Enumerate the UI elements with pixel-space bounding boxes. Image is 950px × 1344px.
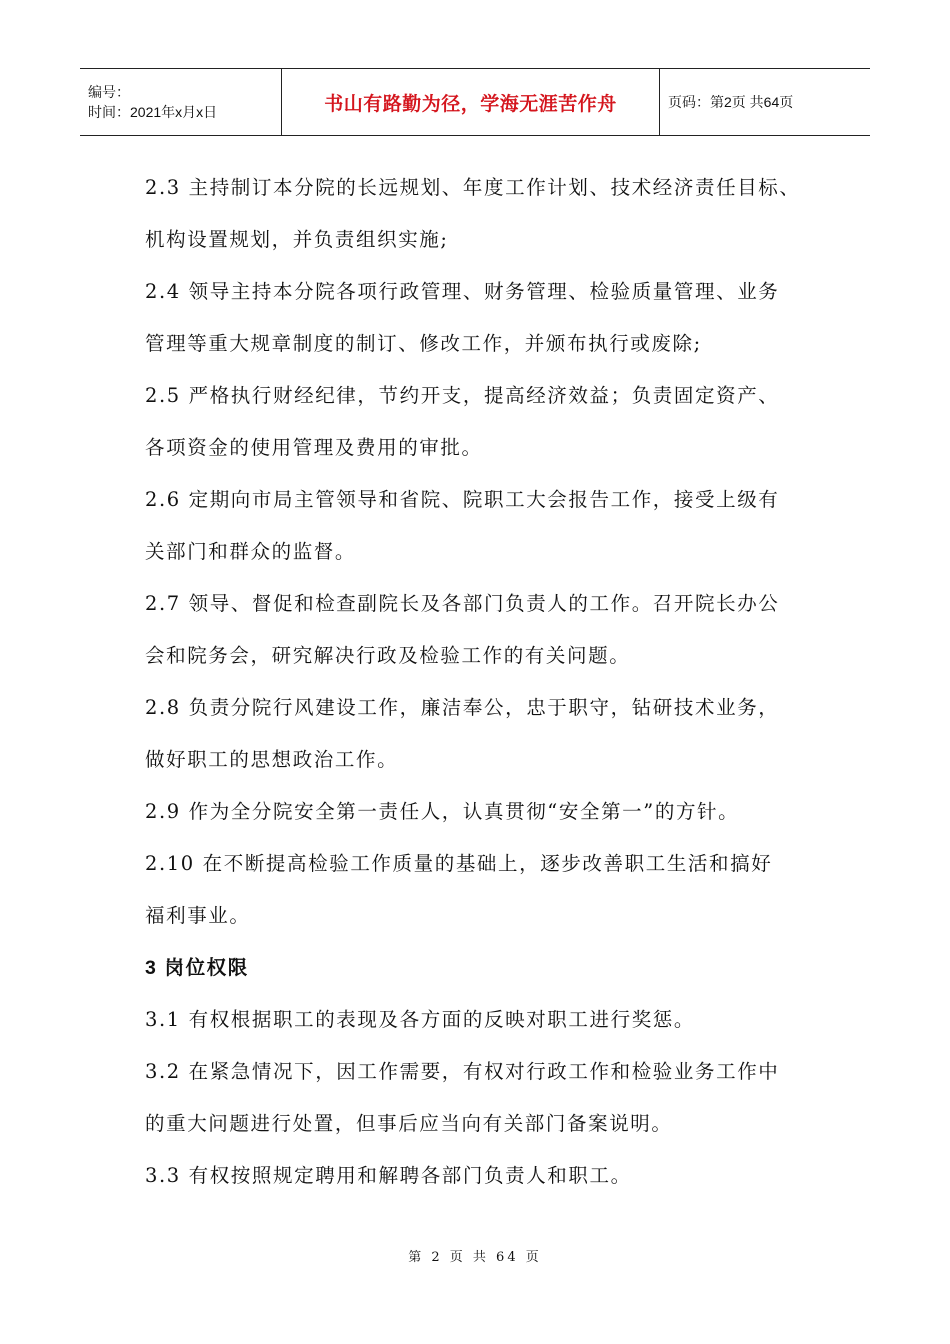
body-line: 福利事业。 — [145, 904, 251, 927]
footer-page-number: 第 2 页 共 64 页 — [408, 1250, 542, 1265]
body-line: 2.3 主持制订本分院的长远规划、年度工作计划、技术经济责任目标、 — [145, 176, 801, 199]
body-line: 各项资金的使用管理及费用的审批。 — [145, 436, 483, 459]
body-line: 2.10 在不断提高检验工作质量的基础上，逐步改善职工生活和搞好 — [145, 852, 773, 875]
header-motto-cell — [282, 69, 660, 135]
header-page-info: 页码：第2页 共64页 — [668, 94, 794, 110]
body-line: 3.1 有权根据职工的表现及各方面的反映对职工进行奖惩。 — [145, 1008, 696, 1031]
header-motto: 书山有路勤为径，学海无涯苦作舟 — [324, 93, 617, 115]
body-line: 会和院务会，研究解决行政及检验工作的有关问题。 — [145, 644, 631, 667]
body-line: 的重大问题进行处置，但事后应当向有关部门备案说明。 — [145, 1112, 673, 1135]
body-line: 做好职工的思想政治工作。 — [145, 748, 399, 771]
body-line: 管理等重大规章制度的制订、修改工作，并颁布执行或废除; — [145, 332, 702, 355]
body-line: 2.8 负责分院行风建设工作，廉洁奉公，忠于职守，钻研技术业务， — [145, 696, 780, 719]
body-line: 2.9 作为全分院安全第一责任人，认真贯彻“安全第一”的方针。 — [145, 800, 740, 823]
body-line: 关部门和群众的监督。 — [145, 540, 357, 563]
document-number-label: 编号： — [88, 84, 130, 100]
body-line: 3.2 在紧急情况下，因工作需要，有权对行政工作和检验业务工作中 — [145, 1060, 780, 1083]
section-heading: 3 岗位权限 — [145, 957, 249, 979]
body-line: 2.5 严格执行财经纪律，节约开支，提高经济效益；负责固定资产、 — [145, 384, 780, 407]
body-line: 2.7 领导、督促和检查副院长及各部门负责人的工作。召开院长办公 — [145, 592, 780, 615]
page-header — [80, 68, 870, 136]
page-footer — [0, 1246, 950, 1265]
document-date: 时间：2021年x月x日 — [88, 104, 218, 120]
document-body — [145, 162, 825, 1202]
body-line: 3.3 有权按照规定聘用和解聘各部门负责人和职工。 — [145, 1164, 632, 1187]
header-meta-cell — [80, 69, 282, 135]
header-page-cell — [660, 69, 870, 135]
body-line: 2.6 定期向市局主管领导和省院、院职工大会报告工作，接受上级有 — [145, 488, 780, 511]
body-line: 2.4 领导主持本分院各项行政管理、财务管理、检验质量管理、业务 — [145, 280, 780, 303]
body-line: 机构设置规划，并负责组织实施; — [145, 228, 449, 251]
